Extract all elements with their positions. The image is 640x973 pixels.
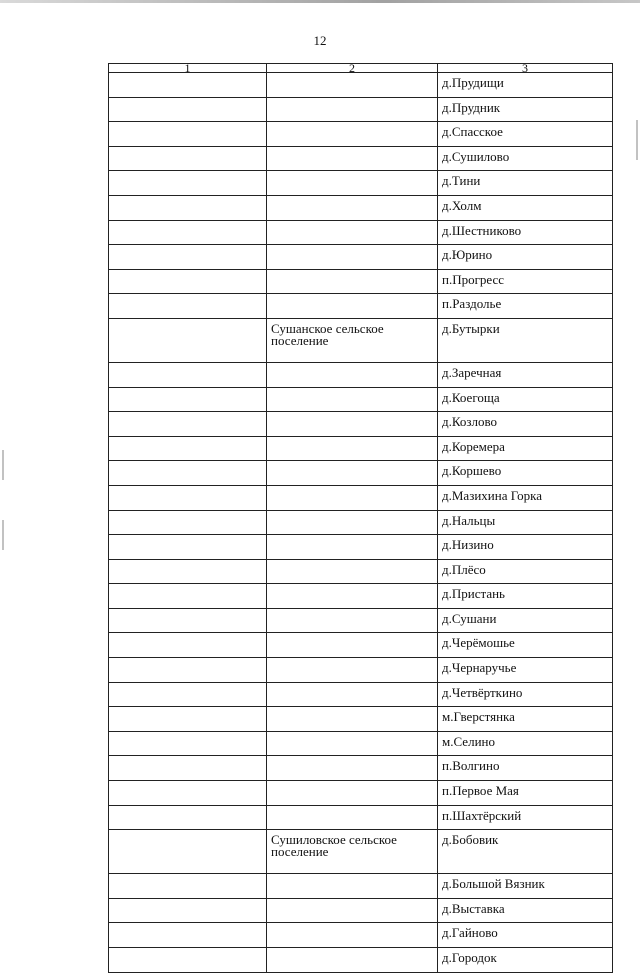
cell-locality: д.Гайново (438, 923, 613, 948)
cell-col1 (109, 707, 267, 732)
table-row (109, 412, 613, 437)
cell-col1 (109, 220, 267, 245)
table-row (109, 122, 613, 147)
cell-settlement (267, 171, 438, 196)
cell-settlement: Сушанское сельское поселение (267, 318, 438, 362)
cell-settlement: Сушиловское сельское поселение (267, 830, 438, 874)
cell-locality: д.Заречная (438, 362, 613, 387)
cell-col1 (109, 122, 267, 147)
cell-settlement (267, 122, 438, 147)
cell-col1 (109, 658, 267, 683)
scan-margin-mark (2, 520, 4, 550)
table-row (109, 658, 613, 683)
table-row (109, 146, 613, 171)
cell-locality: д.Козлово (438, 412, 613, 437)
cell-locality: д.Юрино (438, 245, 613, 270)
cell-settlement (267, 584, 438, 609)
cell-settlement (267, 707, 438, 732)
table-row (109, 731, 613, 756)
cell-locality: д.Мазихина Горка (438, 485, 613, 510)
cell-col1 (109, 874, 267, 899)
cell-settlement (267, 874, 438, 899)
table-body (109, 73, 613, 973)
cell-locality: д.Тини (438, 171, 613, 196)
cell-settlement (267, 948, 438, 973)
cell-settlement (267, 146, 438, 171)
table-row (109, 756, 613, 781)
cell-settlement (267, 559, 438, 584)
cell-settlement (267, 682, 438, 707)
column-header-2: 2 (267, 64, 438, 73)
cell-locality: д.Низино (438, 535, 613, 560)
cell-col1 (109, 146, 267, 171)
cell-locality: д.Нальцы (438, 510, 613, 535)
cell-locality: д.Плёсо (438, 559, 613, 584)
table-row (109, 948, 613, 973)
cell-settlement (267, 805, 438, 830)
cell-settlement (267, 73, 438, 98)
table-row (109, 559, 613, 584)
cell-col1 (109, 510, 267, 535)
cell-col1 (109, 584, 267, 609)
cell-locality: д.Шестниково (438, 220, 613, 245)
cell-locality: п.Прогресс (438, 269, 613, 294)
cell-settlement (267, 245, 438, 270)
cell-settlement (267, 412, 438, 437)
cell-locality: д.Прудищи (438, 73, 613, 98)
table-row (109, 510, 613, 535)
table-row (109, 245, 613, 270)
cell-settlement (267, 898, 438, 923)
table-row (109, 633, 613, 658)
cell-locality: д.Чернаручье (438, 658, 613, 683)
table-row (109, 171, 613, 196)
cell-settlement (267, 436, 438, 461)
table-row (109, 485, 613, 510)
table-row (109, 830, 613, 874)
table-row (109, 874, 613, 899)
cell-locality: д.Бобовик (438, 830, 613, 874)
cell-col1 (109, 535, 267, 560)
cell-col1 (109, 436, 267, 461)
table-row (109, 923, 613, 948)
cell-col1 (109, 559, 267, 584)
cell-locality: д.Коегоща (438, 387, 613, 412)
cell-locality: п.Шахтёрский (438, 805, 613, 830)
cell-locality: д.Черёмошье (438, 633, 613, 658)
cell-settlement (267, 97, 438, 122)
cell-locality: м.Гверстянка (438, 707, 613, 732)
cell-locality: д.Коремера (438, 436, 613, 461)
cell-locality: д.Городок (438, 948, 613, 973)
column-header-3: 3 (438, 64, 613, 73)
cell-col1 (109, 318, 267, 362)
cell-col1 (109, 195, 267, 220)
cell-locality: п.Раздолье (438, 294, 613, 319)
cell-col1 (109, 948, 267, 973)
table-row (109, 318, 613, 362)
cell-locality: д.Сушилово (438, 146, 613, 171)
cell-col1 (109, 923, 267, 948)
cell-locality: м.Селино (438, 731, 613, 756)
cell-settlement (267, 756, 438, 781)
cell-locality: д.Холм (438, 195, 613, 220)
table-row (109, 97, 613, 122)
cell-locality: п.Первое Мая (438, 781, 613, 806)
table-row (109, 269, 613, 294)
scan-margin-mark (2, 450, 4, 480)
cell-settlement (267, 461, 438, 486)
cell-col1 (109, 633, 267, 658)
table-row (109, 362, 613, 387)
cell-settlement (267, 220, 438, 245)
cell-col1 (109, 608, 267, 633)
table-row (109, 387, 613, 412)
cell-locality: д.Прудник (438, 97, 613, 122)
table-row (109, 73, 613, 98)
cell-settlement (267, 633, 438, 658)
table-row (109, 898, 613, 923)
cell-col1 (109, 731, 267, 756)
cell-locality: д.Бутырки (438, 318, 613, 362)
cell-settlement (267, 387, 438, 412)
cell-col1 (109, 294, 267, 319)
cell-col1 (109, 171, 267, 196)
cell-col1 (109, 830, 267, 874)
cell-col1 (109, 245, 267, 270)
cell-settlement (267, 294, 438, 319)
cell-settlement (267, 362, 438, 387)
scan-top-edge (0, 0, 640, 3)
cell-settlement (267, 781, 438, 806)
cell-settlement (267, 485, 438, 510)
cell-settlement (267, 923, 438, 948)
cell-settlement (267, 195, 438, 220)
cell-settlement (267, 510, 438, 535)
table-row (109, 781, 613, 806)
table-row (109, 608, 613, 633)
cell-locality: д.Пристань (438, 584, 613, 609)
table-row (109, 195, 613, 220)
table-row (109, 294, 613, 319)
cell-locality: д.Сушани (438, 608, 613, 633)
settlements-table (108, 63, 613, 973)
cell-col1 (109, 781, 267, 806)
cell-col1 (109, 387, 267, 412)
cell-settlement (267, 608, 438, 633)
cell-col1 (109, 461, 267, 486)
table-row (109, 707, 613, 732)
table-row (109, 805, 613, 830)
column-header-1: 1 (109, 64, 267, 73)
cell-col1 (109, 756, 267, 781)
cell-locality: д.Спасское (438, 122, 613, 147)
cell-col1 (109, 898, 267, 923)
cell-col1 (109, 682, 267, 707)
cell-locality: д.Выставка (438, 898, 613, 923)
cell-col1 (109, 805, 267, 830)
cell-settlement (267, 269, 438, 294)
table-row (109, 584, 613, 609)
table-row (109, 461, 613, 486)
cell-settlement (267, 658, 438, 683)
cell-col1 (109, 412, 267, 437)
table-header-row (109, 64, 613, 73)
cell-locality: д.Коршево (438, 461, 613, 486)
cell-locality: д.Четвёрткино (438, 682, 613, 707)
cell-col1 (109, 269, 267, 294)
scan-margin-mark (636, 120, 638, 160)
page-number: 12 (313, 33, 327, 48)
cell-locality: д.Большой Вязник (438, 874, 613, 899)
cell-settlement (267, 731, 438, 756)
cell-col1 (109, 362, 267, 387)
cell-settlement (267, 535, 438, 560)
table-row (109, 436, 613, 461)
table-row (109, 682, 613, 707)
table-row (109, 535, 613, 560)
cell-locality: п.Волгино (438, 756, 613, 781)
cell-col1 (109, 73, 267, 98)
cell-col1 (109, 97, 267, 122)
cell-col1 (109, 485, 267, 510)
table-row (109, 220, 613, 245)
